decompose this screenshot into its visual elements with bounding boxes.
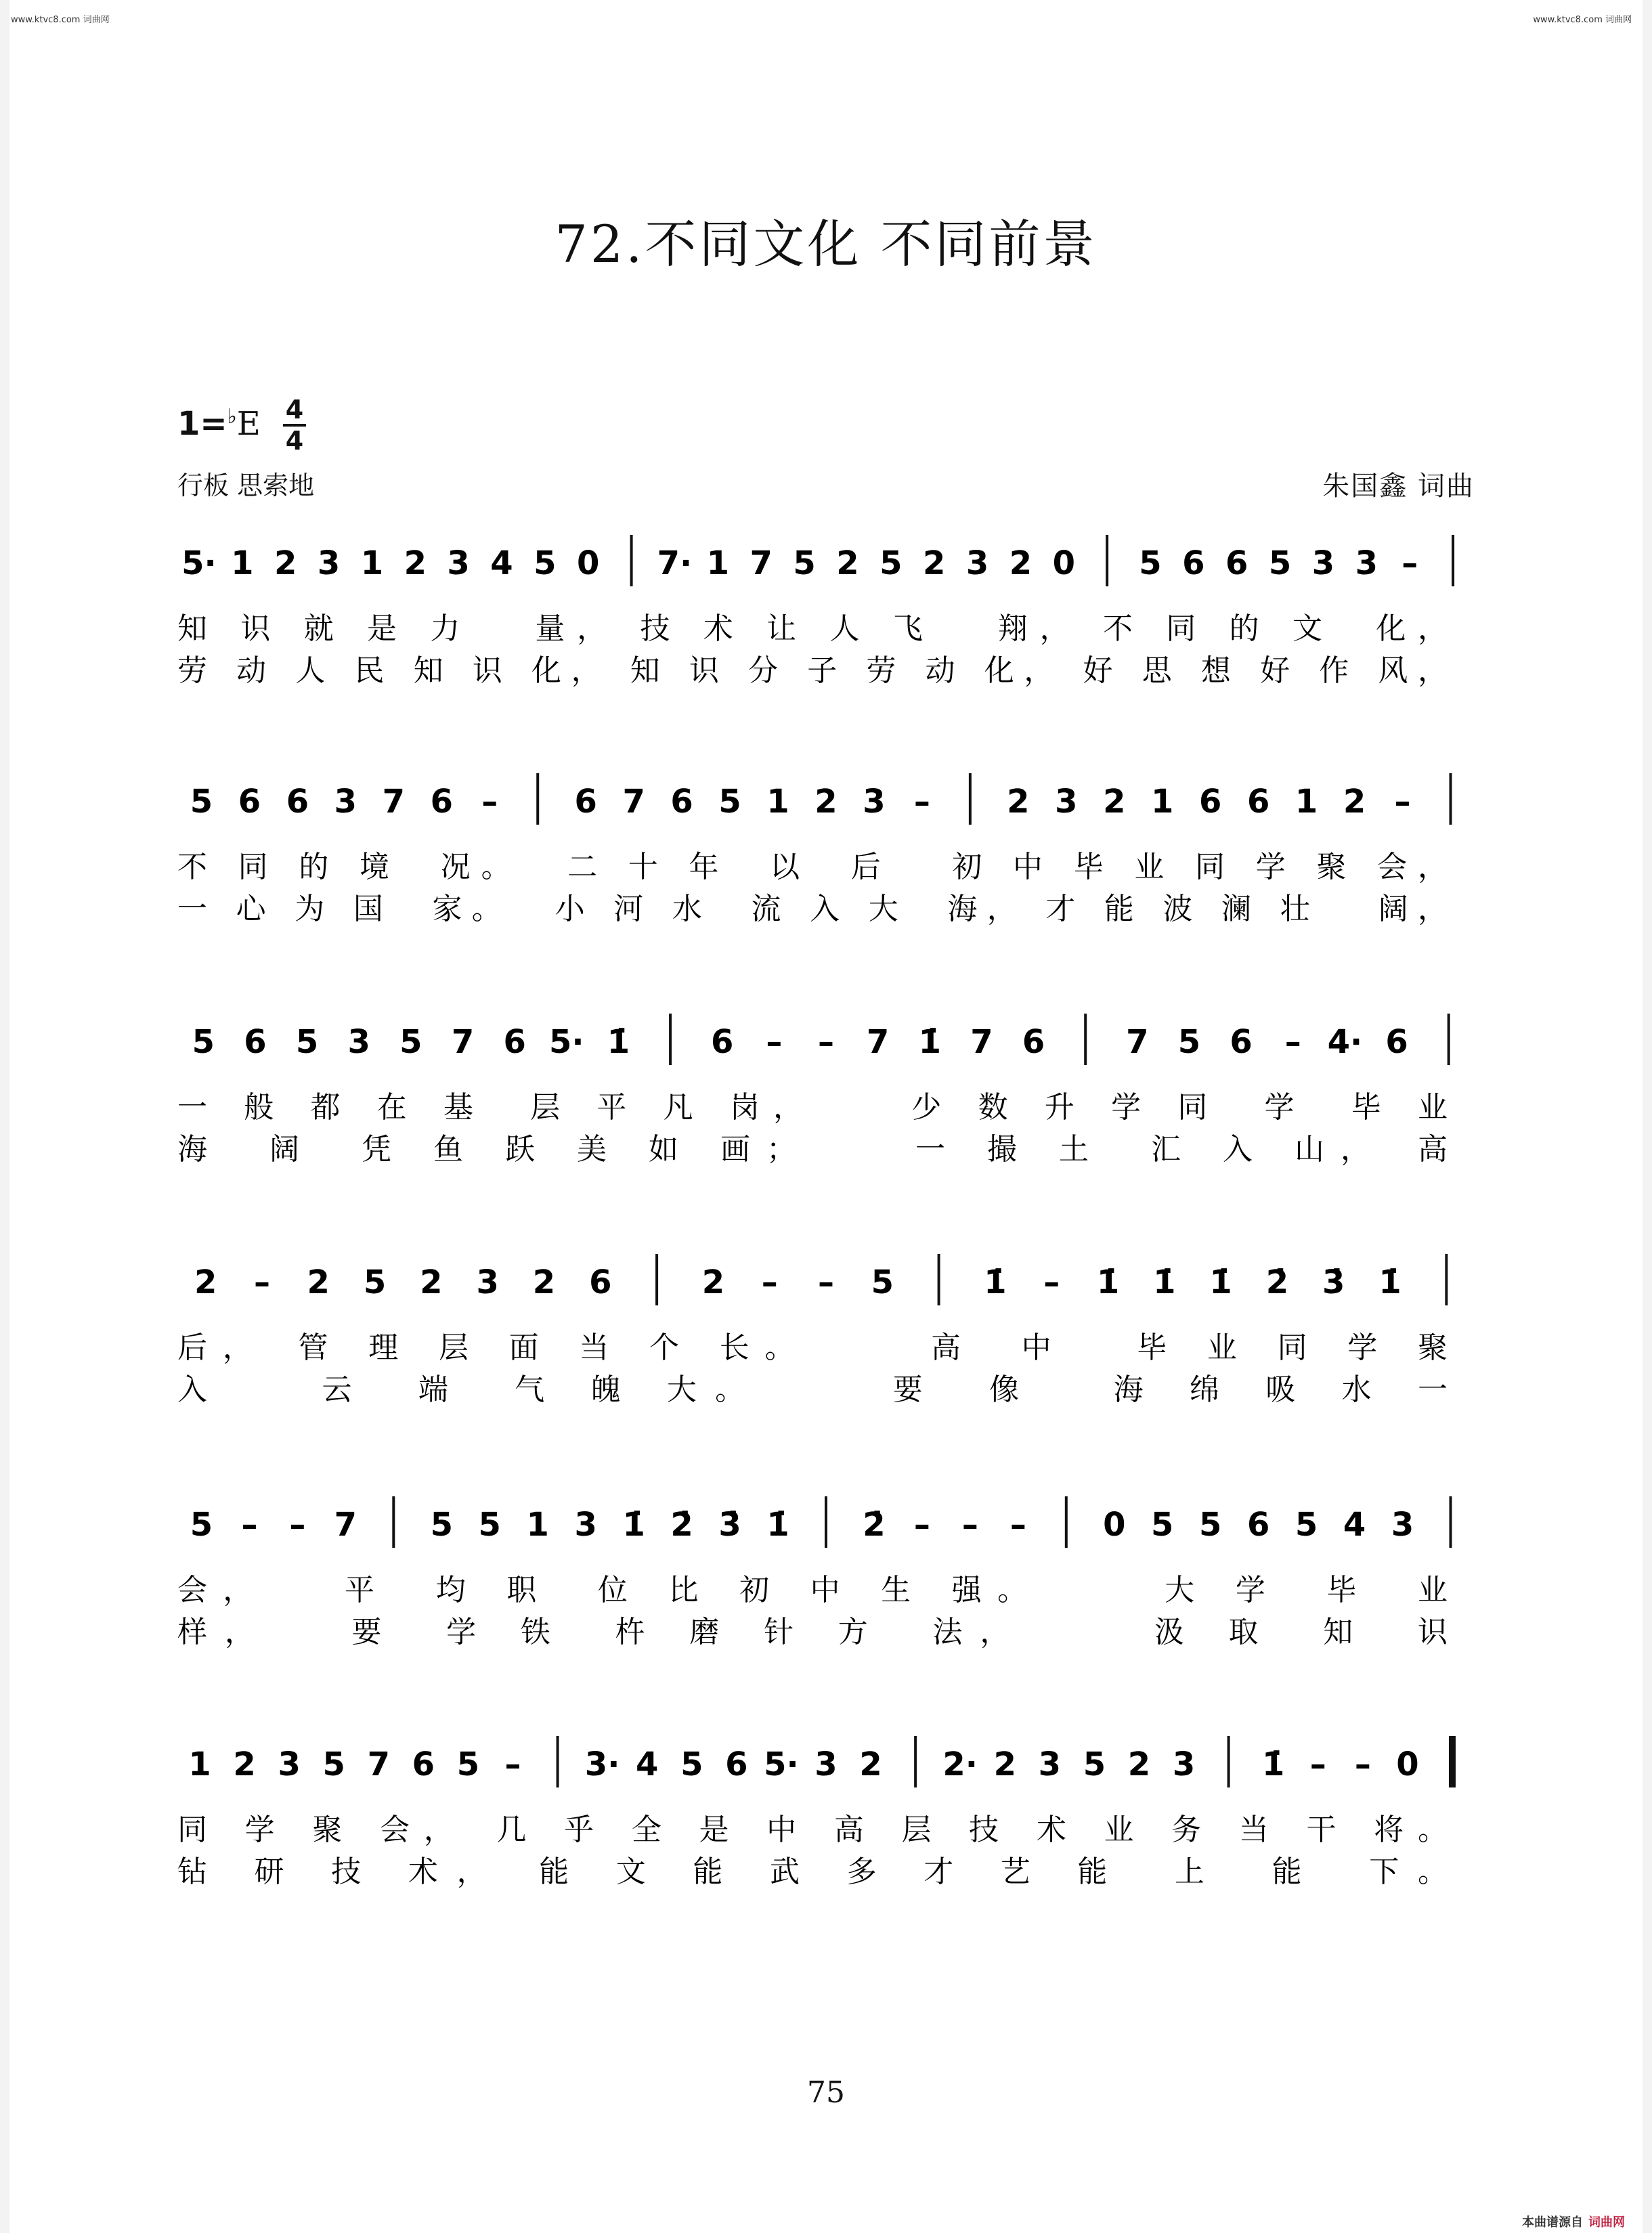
- note-2-10: 7: [622, 783, 645, 821]
- note-3-2: 6: [244, 1023, 267, 1061]
- lyric-line-4-1: 后， 管 理 层 面 当 个 长。 高 中 毕 业 同 学 聚: [177, 1330, 1448, 1365]
- footer-brand: 词曲网: [1588, 2215, 1625, 2230]
- note-6-26: –: [1309, 1746, 1326, 1783]
- song-title: 72.不同文化 不同前景: [555, 214, 1097, 274]
- lyric-line-1-2: 劳 动 人 民 知 识 化， 知 识 分 子 劳 动 化， 好 思 想 好 作 风，: [177, 653, 1448, 688]
- lyric-line-6-2: 钻 研 技 术， 能 文 能 武 多 才 艺 能 上 能 下。: [177, 1855, 1448, 1889]
- note-3-6: 7: [451, 1023, 475, 1061]
- note-5-11: 2̇: [670, 1506, 693, 1544]
- lyric-line-3-2: 海 阔 凭 鱼 跃 美 如 画； 一 撮 土 汇 入 山， 高: [177, 1132, 1448, 1167]
- note-3-11: 6: [711, 1023, 734, 1061]
- note-1-28: 3: [1355, 544, 1378, 582]
- note-6-15: 3: [814, 1746, 838, 1783]
- note-6-2: 2: [233, 1746, 256, 1783]
- note-6-4: 5: [322, 1746, 345, 1783]
- note-3-24: 6: [1385, 1023, 1408, 1061]
- note-1-15: 5: [793, 544, 816, 582]
- lyric-line-5-2: 样， 要 学 铁 杵 磨 针 方 法， 汲 取 知 识: [177, 1615, 1448, 1649]
- note-5-26: 3: [1391, 1506, 1414, 1544]
- note-6-10: 3·: [584, 1746, 620, 1783]
- note-5-18: –: [1009, 1506, 1026, 1544]
- page-number: 75: [807, 2075, 845, 2110]
- note-1-7: 3: [447, 544, 470, 582]
- note-6-14: 5·: [764, 1746, 799, 1783]
- note-6-20: 3: [1038, 1746, 1062, 1783]
- composer-credit: 朱国鑫 词曲: [1322, 471, 1475, 502]
- note-4-22: 1̇: [1378, 1263, 1401, 1301]
- note-3-20: 5: [1177, 1023, 1201, 1061]
- note-5-10: 1̇: [622, 1506, 645, 1544]
- note-2-21: 1: [1151, 783, 1174, 821]
- note-3-23: 4·: [1327, 1023, 1363, 1061]
- header-watermark-right: www.ktvc8.com 词曲网: [1533, 15, 1632, 25]
- note-1-29: –: [1401, 544, 1418, 582]
- note-1-19: 3: [965, 544, 989, 582]
- note-2-3: 6: [286, 783, 309, 821]
- note-5-6: 5: [430, 1506, 453, 1544]
- lyric-line-3-1: 一 般 都 在 基 层 平 凡 岗， 少 数 升 学 同 学 毕 业: [177, 1090, 1448, 1125]
- note-1-24: 6: [1182, 544, 1205, 582]
- note-1-6: 2: [404, 544, 427, 582]
- note-2-9: 6: [574, 783, 597, 821]
- note-4-17: 1̇: [1096, 1263, 1120, 1301]
- note-3-16: 7: [970, 1023, 993, 1061]
- note-2-24: 1: [1295, 783, 1318, 821]
- note-1-5: 1: [360, 544, 384, 582]
- note-6-23: 3: [1172, 1746, 1196, 1783]
- lyric-line-6-1: 同 学 聚 会， 几 乎 全 是 中 高 层 技 术 业 务 当 干 将。: [177, 1813, 1448, 1847]
- note-5-7: 5: [478, 1506, 501, 1544]
- note-5-9: 3: [574, 1506, 597, 1544]
- note-3-14: 7: [866, 1023, 890, 1061]
- note-1-16: 2: [836, 544, 859, 582]
- note-5-12: 3̇: [718, 1506, 741, 1544]
- note-2-14: 2: [814, 783, 838, 821]
- note-4-11: –: [761, 1263, 778, 1301]
- note-6-22: 2: [1127, 1746, 1151, 1783]
- note-5-4: 7: [334, 1506, 357, 1544]
- note-5-13: 1̇: [766, 1506, 789, 1544]
- note-3-17: 6: [1022, 1023, 1045, 1061]
- note-1-25: 6: [1225, 544, 1248, 582]
- note-1-12: 7·: [657, 544, 693, 582]
- note-3-13: –: [818, 1023, 834, 1061]
- note-5-25: 4: [1343, 1506, 1366, 1544]
- note-5-1: 5: [190, 1506, 213, 1544]
- note-4-12: –: [818, 1263, 834, 1301]
- note-4-15: 1̇: [984, 1263, 1007, 1301]
- note-6-19: 2: [993, 1746, 1016, 1783]
- note-3-5: 5: [399, 1023, 422, 1061]
- note-6-6: 6: [412, 1746, 435, 1783]
- note-2-5: 7: [382, 783, 406, 821]
- note-4-3: 2: [307, 1263, 330, 1301]
- note-1-20: 2: [1009, 544, 1032, 582]
- note-2-22: 6: [1199, 783, 1222, 821]
- key-note: E: [236, 405, 261, 443]
- note-4-8: 6: [589, 1263, 612, 1301]
- note-1-21: 0: [1052, 544, 1075, 582]
- note-2-1: 5: [190, 783, 213, 821]
- note-4-6: 3: [476, 1263, 499, 1301]
- note-5-22: 5: [1199, 1506, 1222, 1544]
- note-2-16: –: [913, 783, 930, 821]
- note-3-15: 1̇: [918, 1023, 941, 1061]
- lyric-line-1-1: 知 识 就 是 力 量， 技 术 让 人 飞 翔， 不 同 的 文 化，: [177, 611, 1448, 646]
- note-3-1: 5: [192, 1023, 215, 1061]
- note-2-4: 3: [334, 783, 357, 821]
- note-6-3: 3: [278, 1746, 301, 1783]
- note-2-19: 3: [1055, 783, 1078, 821]
- note-5-23: 6: [1246, 1506, 1270, 1544]
- note-4-16: –: [1043, 1263, 1060, 1301]
- note-1-3: 2: [274, 544, 297, 582]
- note-2-2: 6: [238, 783, 261, 821]
- note-5-15: 2̇: [863, 1506, 886, 1544]
- note-1-17: 5: [879, 544, 903, 582]
- note-6-8: –: [504, 1746, 521, 1783]
- note-3-7: 6: [503, 1023, 526, 1061]
- note-2-25: 2: [1343, 783, 1366, 821]
- key-prefix: 1=: [177, 405, 227, 443]
- note-2-23: 6: [1246, 783, 1270, 821]
- note-4-10: 2: [701, 1263, 725, 1301]
- lyric-line-2-1: 不 同 的 境 况。 二 十 年 以 后 初 中 毕 业 同 学 聚 会，: [177, 850, 1448, 884]
- note-2-18: 2: [1007, 783, 1030, 821]
- note-4-1: 2: [194, 1263, 217, 1301]
- lyric-line-5-1: 会， 平 均 职 位 比 初 中 生 强。 大 学 毕 业: [177, 1573, 1448, 1607]
- note-2-12: 5: [718, 783, 741, 821]
- note-3-4: 3: [347, 1023, 370, 1061]
- note-5-2: –: [241, 1506, 258, 1544]
- note-5-17: –: [961, 1506, 978, 1544]
- note-6-16: 2: [859, 1746, 882, 1783]
- note-6-21: 5: [1083, 1746, 1106, 1783]
- time-bottom: 4: [285, 426, 304, 456]
- note-6-28: 0: [1396, 1746, 1419, 1783]
- note-6-7: 5: [456, 1746, 480, 1783]
- note-6-5: 7: [367, 1746, 391, 1783]
- note-6-13: 6: [725, 1746, 748, 1783]
- note-5-8: 1: [526, 1506, 549, 1544]
- note-1-14: 7: [749, 544, 773, 582]
- note-1-1: 5·: [181, 544, 217, 582]
- note-6-12: 5: [680, 1746, 703, 1783]
- note-6-11: 4: [636, 1746, 659, 1783]
- note-1-2: 1: [231, 544, 254, 582]
- note-5-24: 5: [1295, 1506, 1318, 1544]
- flat-sign: ♭: [227, 405, 237, 429]
- note-5-3: –: [289, 1506, 306, 1544]
- note-1-23: 5: [1139, 544, 1162, 582]
- note-3-22: –: [1284, 1023, 1301, 1061]
- note-4-18: 1̇: [1153, 1263, 1176, 1301]
- lyric-line-4-2: 入 云 端 气 魄 大。 要 像 海 绵 吸 水 一: [177, 1372, 1448, 1407]
- note-6-27: –: [1354, 1746, 1371, 1783]
- note-4-19: 1̇: [1209, 1263, 1232, 1301]
- note-2-13: 1: [766, 783, 789, 821]
- note-6-1: 1: [188, 1746, 211, 1783]
- tempo-marking: 行板 思索地: [177, 471, 315, 500]
- note-5-16: –: [913, 1506, 930, 1544]
- note-2-20: 2: [1103, 783, 1126, 821]
- footer-label: 本曲谱源自: [1522, 2215, 1583, 2230]
- note-4-5: 2: [420, 1263, 443, 1301]
- header-watermark-left: www.ktvc8.com 词曲网: [11, 15, 110, 25]
- time-top: 4: [285, 395, 304, 425]
- note-4-21: 3̇: [1322, 1263, 1345, 1301]
- note-1-4: 3: [317, 544, 341, 582]
- note-1-9: 5: [534, 544, 557, 582]
- note-4-2: –: [253, 1263, 270, 1301]
- note-1-26: 5: [1268, 544, 1292, 582]
- note-6-25: 1̇: [1261, 1746, 1285, 1783]
- note-4-20: 2̇: [1265, 1263, 1289, 1301]
- note-5-21: 5: [1151, 1506, 1174, 1544]
- note-2-6: 6: [430, 783, 453, 821]
- note-4-7: 2: [532, 1263, 556, 1301]
- note-3-3: 5: [295, 1023, 319, 1061]
- note-3-19: 7: [1126, 1023, 1149, 1061]
- lyric-line-2-2: 一 心 为 国 家。 小 河 水 流 入 大 海， 才 能 波 澜 壮 阔，: [177, 892, 1448, 926]
- note-2-11: 6: [670, 783, 693, 821]
- note-4-4: 5: [363, 1263, 387, 1301]
- note-2-26: –: [1394, 783, 1411, 821]
- note-3-8: 5·: [548, 1023, 584, 1061]
- footer-source: [1522, 2213, 1625, 2230]
- note-6-18: 2·: [942, 1746, 978, 1783]
- note-4-13: 5: [871, 1263, 894, 1301]
- note-1-18: 2: [922, 544, 946, 582]
- note-1-27: 3: [1311, 544, 1335, 582]
- note-3-21: 6: [1230, 1023, 1253, 1061]
- note-3-9: 1̇: [607, 1023, 630, 1061]
- note-2-15: 3: [863, 783, 886, 821]
- note-5-20: 0: [1103, 1506, 1126, 1544]
- note-3-12: –: [766, 1023, 783, 1061]
- note-1-13: 1: [706, 544, 730, 582]
- note-1-8: 4: [490, 544, 513, 582]
- note-1-10: 0: [577, 544, 600, 582]
- note-2-7: –: [481, 783, 498, 821]
